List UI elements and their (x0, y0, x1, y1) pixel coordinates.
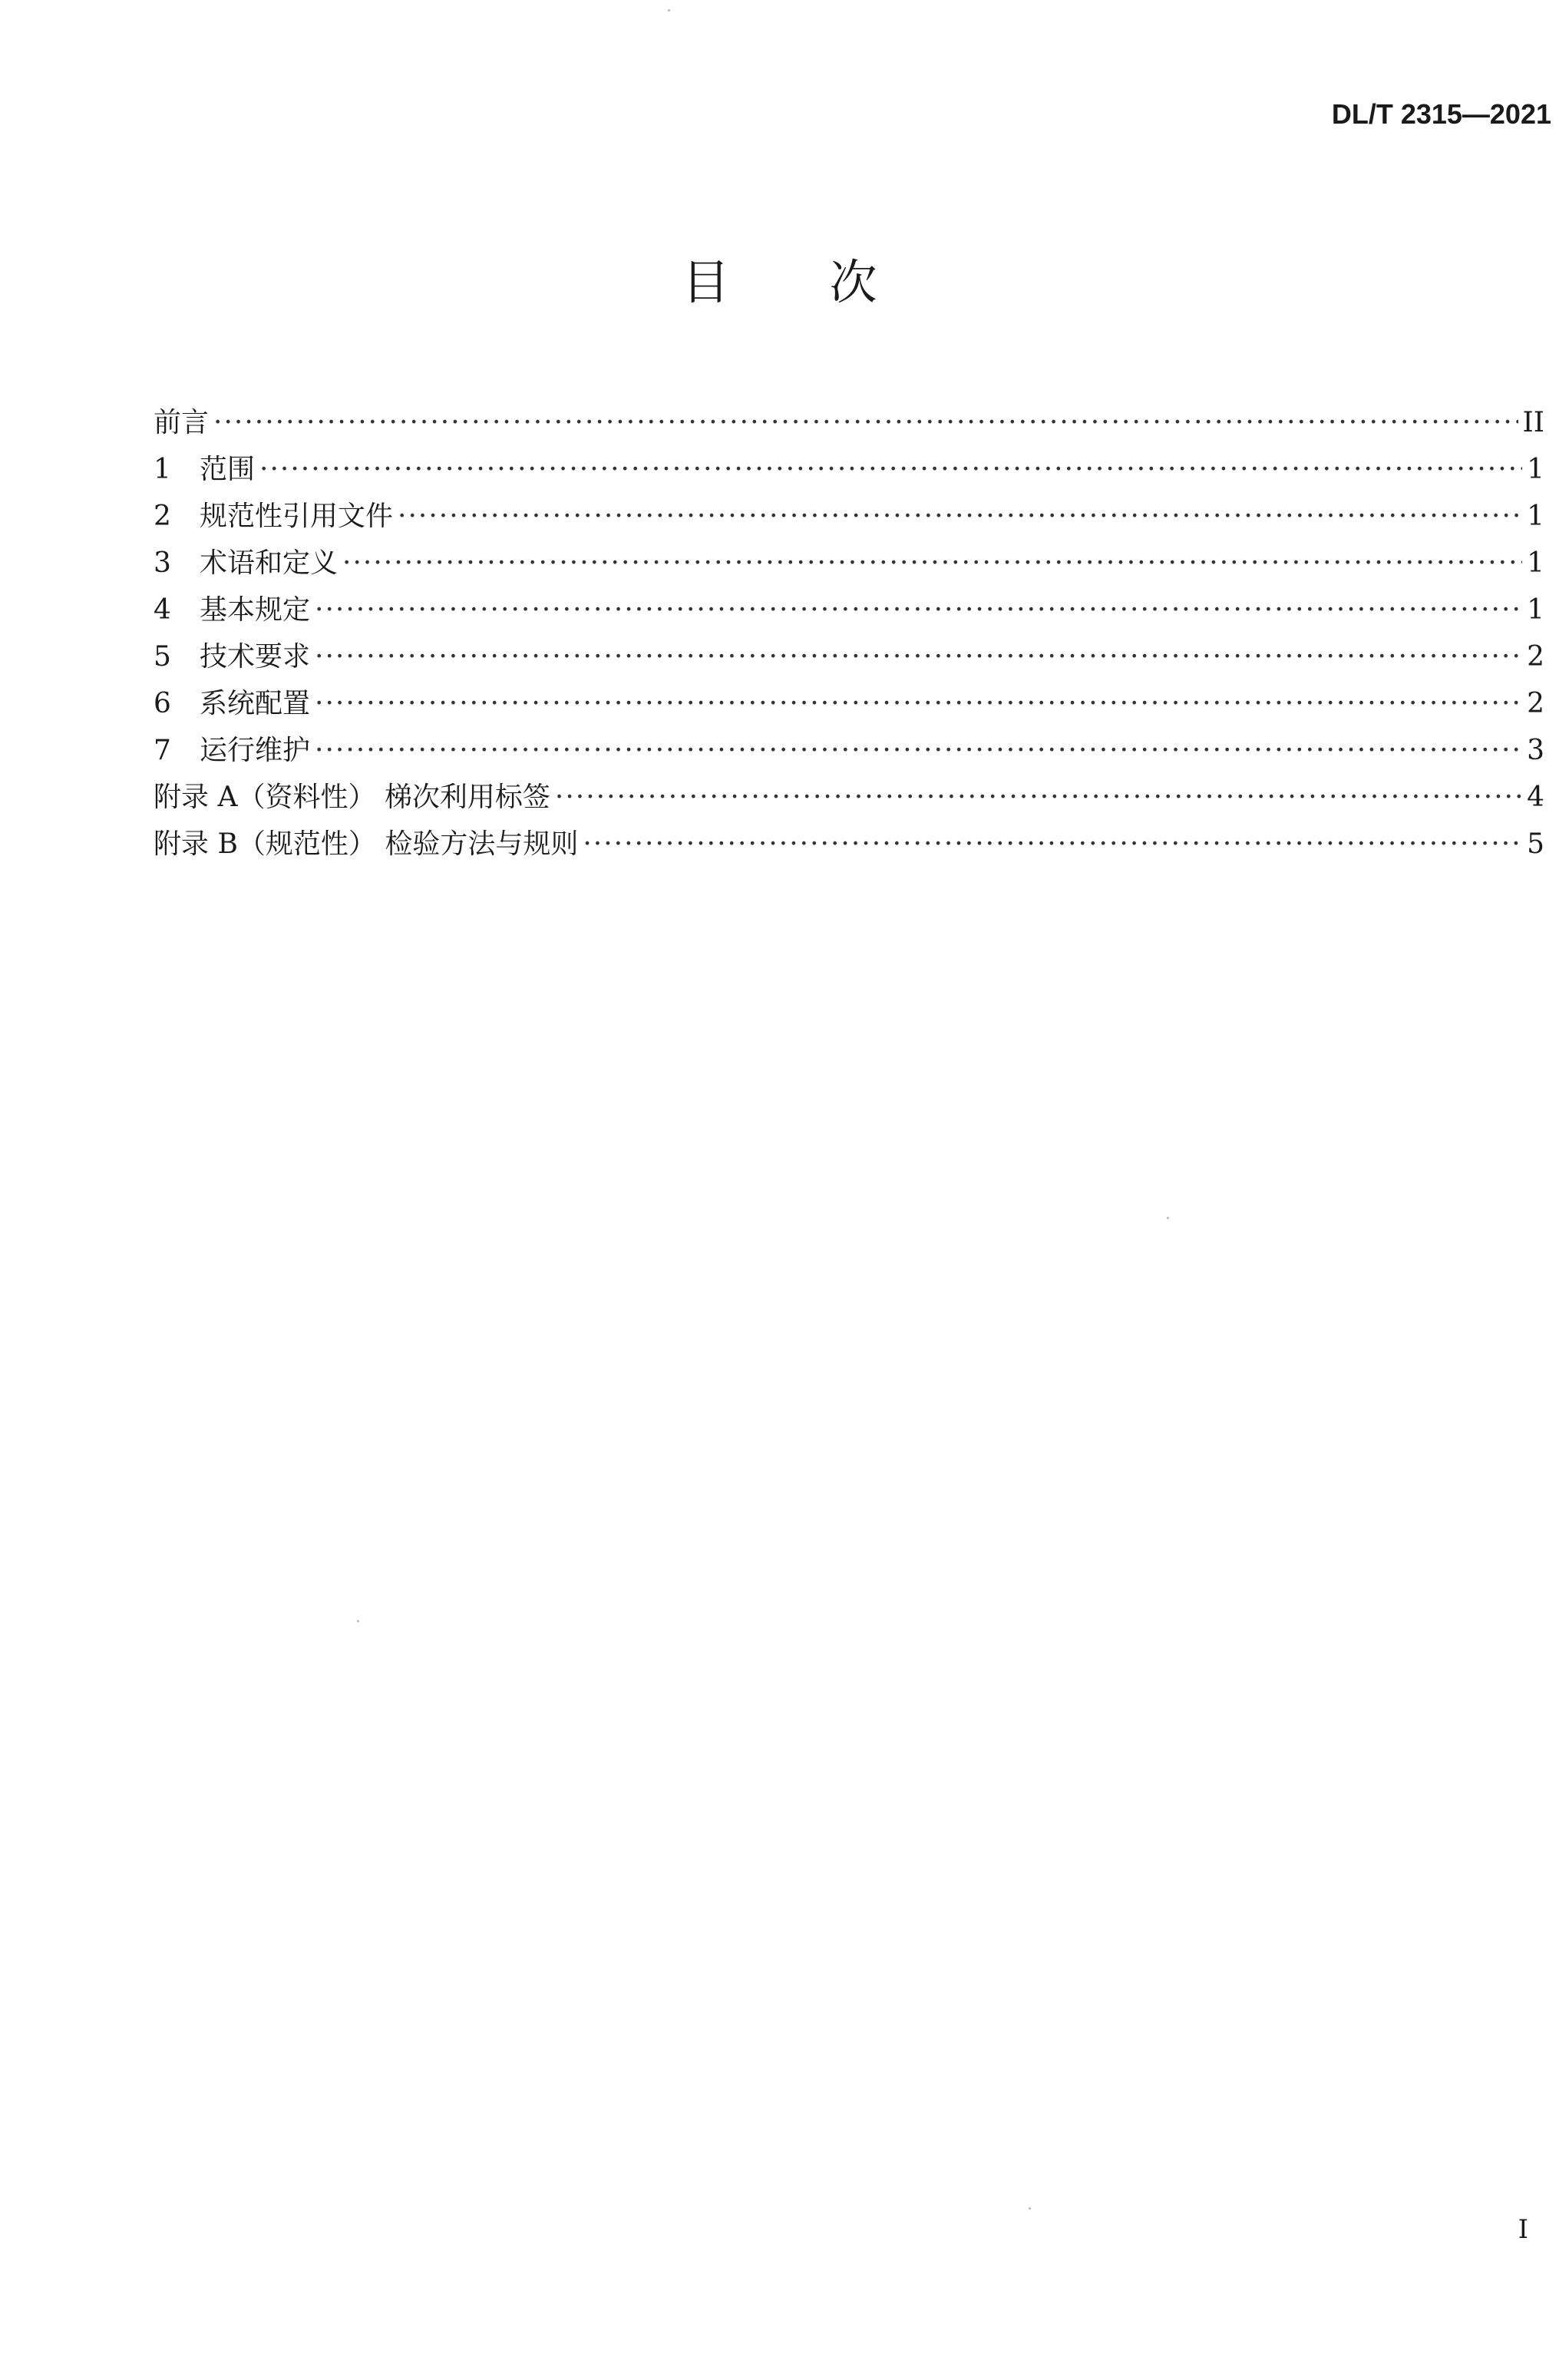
toc-list (154, 399, 1544, 868)
toc-entry-operation-maintenance[interactable] (154, 727, 1544, 774)
toc-entry-label: 附录 A（资料性） 梯次利用标签 (154, 782, 550, 813)
toc-entry-number: 7 (154, 735, 171, 766)
toc-entry-page: 4 (1527, 782, 1544, 813)
toc-title-char-1: 目 (682, 254, 730, 310)
toc-entry-page: 1 (1527, 547, 1544, 579)
toc-entry-label: 技术要求 (200, 641, 311, 673)
toc-leader-dots (213, 399, 1518, 446)
toc-title-char-2: 次 (829, 254, 877, 310)
toc-entry-page: 3 (1527, 735, 1544, 766)
toc-title (0, 244, 1559, 312)
toc-entry-label: 规范性引用文件 (200, 501, 394, 532)
toc-entry-label: 系统配置 (200, 688, 311, 719)
scan-speck (668, 9, 670, 12)
toc-entry-label: 基本规定 (200, 594, 311, 626)
toc-leader-dots (555, 774, 1522, 821)
toc-entry-label: 前言 (154, 407, 210, 438)
toc-entry-label: 附录 B（规范性） 检验方法与规则 (154, 828, 579, 860)
toc-entry-system-configuration[interactable] (154, 680, 1544, 727)
toc-leader-dots (259, 446, 1522, 493)
scan-speck (1029, 2207, 1031, 2210)
toc-entry-page: 1 (1527, 594, 1544, 626)
toc-leader-dots (315, 727, 1522, 774)
toc-leader-dots (342, 540, 1522, 587)
toc-entry-terms-definitions[interactable] (154, 540, 1544, 587)
toc-entry-number: 5 (154, 641, 171, 673)
toc-leader-dots (315, 587, 1522, 633)
toc-leader-dots (315, 680, 1522, 727)
toc-entry-number: 2 (154, 501, 171, 532)
scan-speck (357, 1620, 359, 1622)
toc-entry-foreword[interactable] (154, 399, 1544, 446)
toc-entry-page: 2 (1527, 688, 1544, 719)
toc-entry-label: 运行维护 (200, 735, 311, 766)
toc-entry-label: 范围 (200, 454, 256, 485)
toc-entry-number: 1 (154, 454, 171, 485)
toc-entry-page: II (1522, 407, 1544, 438)
toc-entry-number: 3 (154, 547, 171, 579)
scan-speck (1167, 1217, 1169, 1219)
toc-entry-page: 5 (1527, 828, 1544, 860)
toc-entry-page: 1 (1527, 501, 1544, 532)
toc-entry-scope[interactable] (154, 446, 1544, 493)
toc-entry-appendix-b[interactable] (154, 821, 1544, 868)
page-number: I (1518, 2214, 1528, 2245)
toc-entry-label: 术语和定义 (200, 547, 339, 579)
toc-entry-number: 4 (154, 594, 171, 626)
toc-entry-page: 1 (1527, 454, 1544, 485)
toc-leader-dots (398, 493, 1522, 540)
toc-entry-normative-references[interactable] (154, 493, 1544, 540)
toc-entry-technical-requirements[interactable] (154, 633, 1544, 680)
toc-entry-number: 6 (154, 688, 171, 719)
toc-entry-page: 2 (1527, 641, 1544, 673)
toc-entry-appendix-a[interactable] (154, 774, 1544, 821)
toc-entry-basic-provisions[interactable] (154, 587, 1544, 633)
toc-leader-dots (315, 633, 1522, 680)
standard-code: DL/T 2315—2021 (1331, 98, 1551, 130)
toc-leader-dots (583, 821, 1522, 868)
